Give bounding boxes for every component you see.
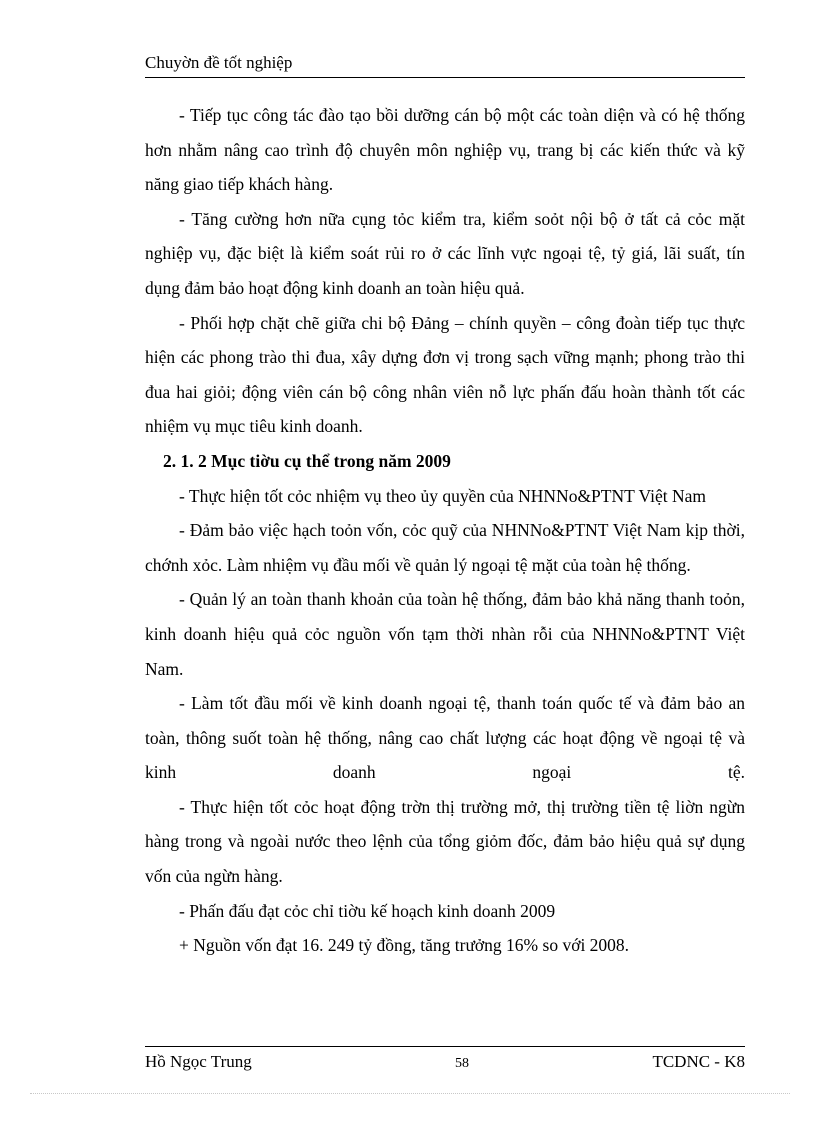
header-divider — [145, 77, 745, 78]
page-footer — [145, 1050, 745, 1074]
paragraph-accounting: - Đảm bảo việc hạch toỏn vốn, cỏc quỹ của NHNNo&PTNT Việt Nam kịp thời, chớnh xỏc. Làm nhiệm vụ đầu mối về quản lý ngoại tệ mặt của toàn hệ thống. — [145, 520, 745, 575]
paragraph-open-market: - Thực hiện tốt cỏc hoạt động trờn thị trường mở, thị trường tiền tệ liờn ngừn hàng trong và ngoài nước theo lệnh của tổng giỏm đốc, đảm bảo hiệu quả sự dụng vốn của ngừn hàng. — [145, 796, 745, 887]
paragraph-targets: - Phấn đấu đạt cỏc chỉ tiờu kế hoạch kinh doanh 2009 — [179, 900, 556, 921]
paragraph-capital-target: + Nguồn vốn đạt 16. 249 tỷ đồng, tăng trưởng 16% so với 2008. — [179, 935, 630, 956]
footer-page-number: 58 — [455, 1056, 469, 1071]
paragraph-inspection: - Tăng cường hơn nữa cụng tỏc kiểm tra, kiểm soỏt nội bộ ở tất cả cỏc mặt nghiệp vụ, đặc biệt là kiểm soát rủi ro ở các lĩnh vực ngoại tệ, tỷ giá, lãi suất, tín dụng đảm bảo hoạt động kinh doanh an toàn hiệu quả. — [145, 208, 745, 298]
footer-divider — [145, 1046, 745, 1047]
paragraph-liquidity: - Quản lý an toàn thanh khoản của toàn hệ thống, đảm bảo khả năng thanh toỏn, kinh doanh hiệu quả cỏc nguồn vốn tạm thời nhàn rỗi của NHNNo&PTNT Việt Nam. — [145, 589, 745, 679]
page-bottom-border — [30, 1093, 790, 1094]
paragraph-foreign-currency: - Làm tốt đầu mối về kinh doanh ngoại tệ, thanh toán quốc tế và đảm bảo an toàn, thông suốt toàn hệ thống, nâng cao chất lượng các hoạt động về ngoại tệ và kinh doanh ngoại tệ. — [145, 693, 745, 783]
footer-class-code: TCDNC - K8 — [652, 1052, 745, 1071]
section-heading: 2. 1. 2 Mục tiờu cụ thể trong năm 2009 — [163, 450, 451, 471]
paragraph-coordination: - Phối hợp chặt chẽ giữa chi bộ Đảng – chính quyền – công đoàn tiếp tục thực hiện các phong trào thi đua, xây dựng đơn vị trong sạch vững mạnh; phong trào thi đua hai giỏi; động viên cán bộ công nhân viên nỗ lực phấn đấu hoàn thành tốt các nhiệm vụ mục tiêu kinh doanh. — [145, 312, 745, 437]
paragraph-authorization: - Thực hiện tốt cỏc nhiệm vụ theo ủy quyền của NHNNo&PTNT Việt Nam — [179, 485, 707, 506]
document-body — [145, 98, 745, 963]
footer-author: Hồ Ngọc Trung — [145, 1052, 252, 1071]
paragraph-training: - Tiếp tục công tác đào tạo bồi dưỡng cán bộ một các toàn diện và có hệ thống hơn nhằm nâng cao trình độ chuyên môn nghiệp vụ, trang bị các kiến thức và kỹ năng giao tiếp khách hàng. — [145, 105, 745, 195]
page-header-title: Chuyờn đề tốt nghiệp — [145, 53, 293, 72]
